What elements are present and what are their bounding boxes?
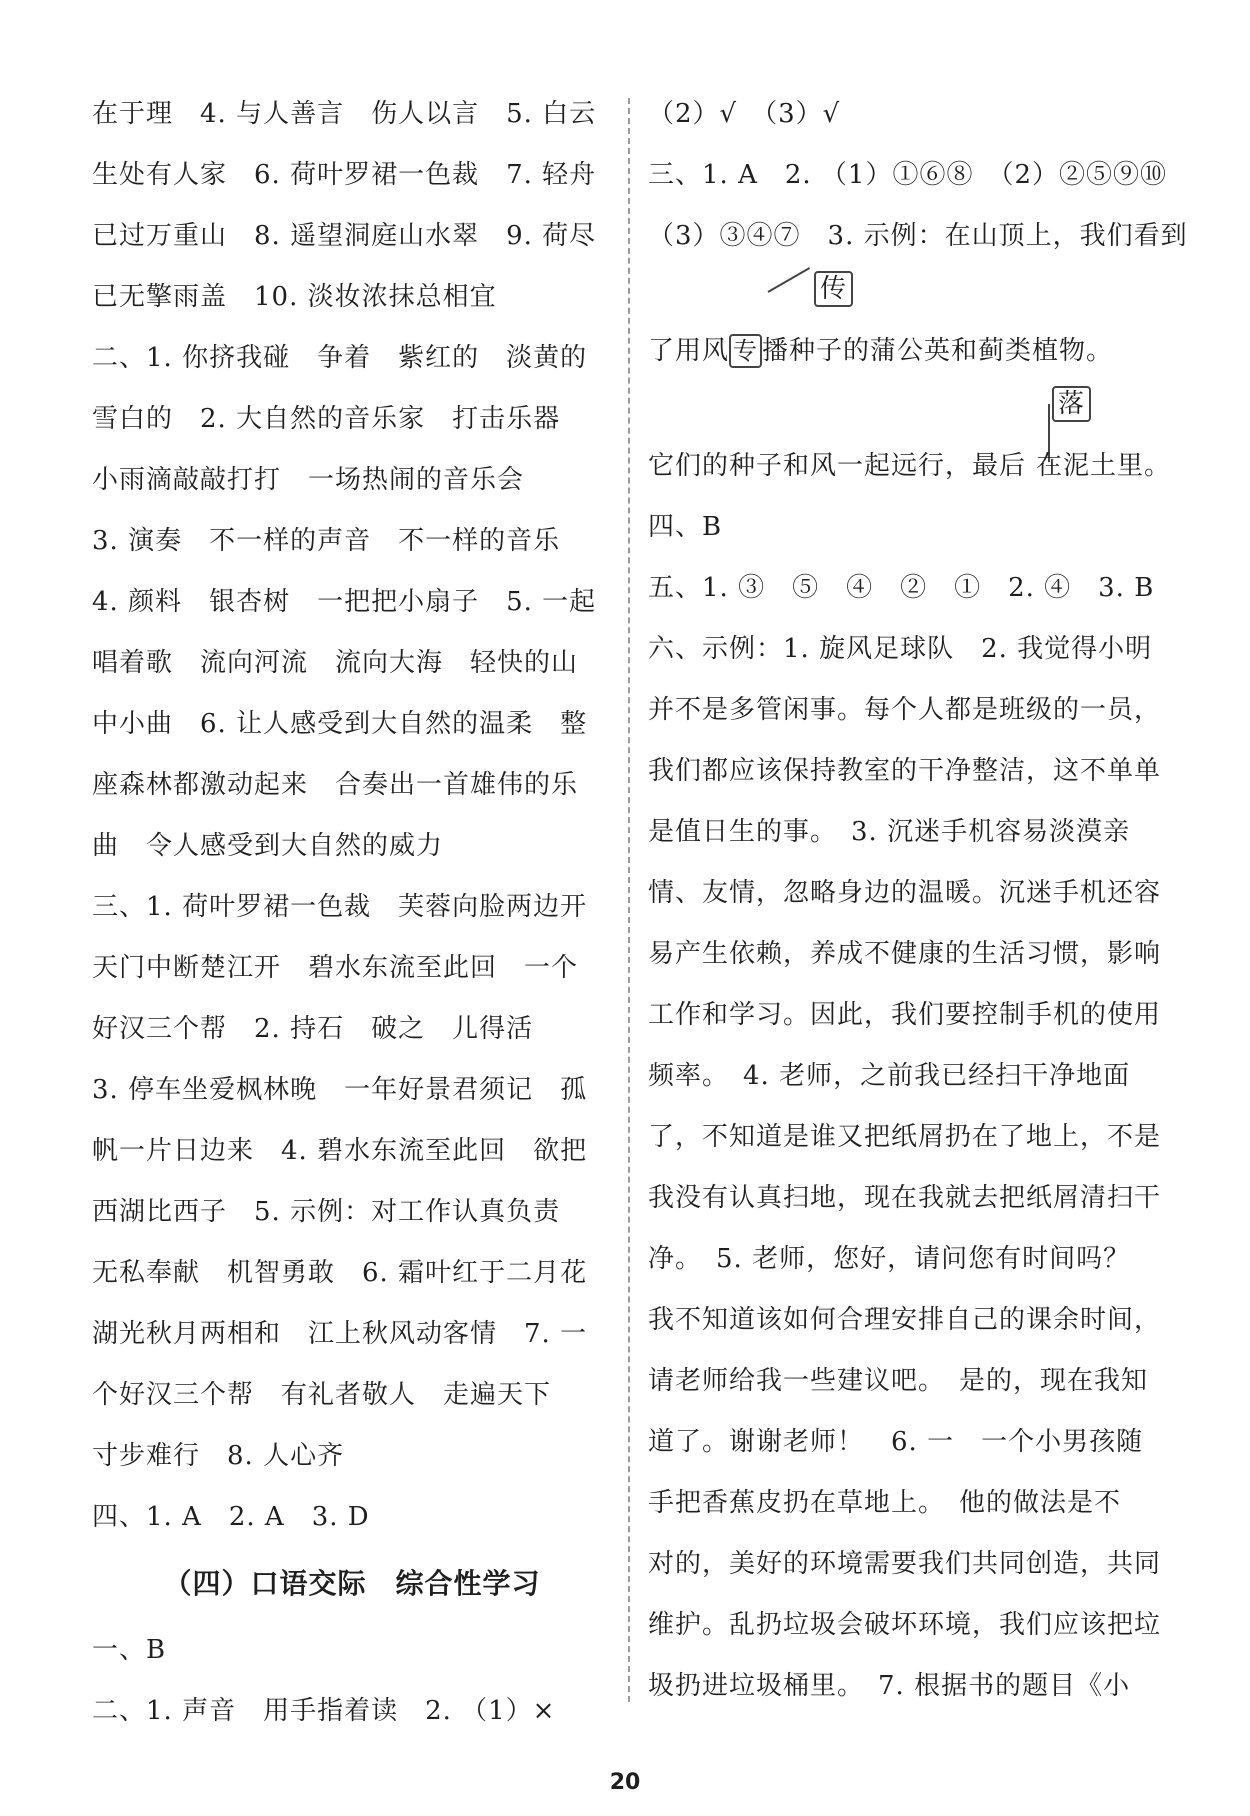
answer-line: 并不是多管闲事。每个人都是班级的一员，: [648, 695, 1162, 725]
edit-sentence-text: [648, 321, 1113, 382]
insertion-mark: 落: [1052, 386, 1091, 422]
answer-line: 工作和学习。因此，我们要控制手机的使用: [648, 1000, 1162, 1030]
answer-line: 四、1. A 2. A 3. D: [92, 1502, 370, 1532]
answer-line: 是值日生的事。 3. 沉迷手机容易淡漠亲: [648, 817, 1131, 847]
edit-text-after: 在泥土里。: [1036, 451, 1172, 481]
correction-pointer: [768, 267, 811, 293]
answer-line: 座森林都激动起来 合奏出一首雄伟的乐: [92, 770, 579, 800]
boxed-character: 专: [729, 334, 762, 368]
answer-line: 西湖比西子 5. 示例：对工作认真负责: [92, 1197, 561, 1227]
answer-line: 一、B: [92, 1635, 167, 1665]
answer-line: 频率。 4. 老师，之前我已经扫干净地面: [648, 1061, 1131, 1091]
answer-line: 了，不知道是谁又把纸屑扔在了地上，不是: [648, 1122, 1162, 1152]
answer-line: 天门中断楚江开 碧水东流至此回 一个: [92, 953, 579, 983]
answer-line: 雪白的 2. 大自然的音乐家 打击乐器: [92, 404, 561, 434]
answer-line: 六、示例：1. 旋风足球队 2. 我觉得小明: [648, 634, 1153, 664]
answer-line: 三、1. 荷叶罗裙一色裁 芙蓉向脸两边开: [92, 892, 588, 922]
answer-line: 生处有人家 6. 荷叶罗裙一色裁 7. 轻舟: [92, 160, 597, 190]
answer-line: 手把香蕉皮扔在草地上。 他的做法是不: [648, 1488, 1122, 1518]
answer-line: 曲 令人感受到大自然的威力: [92, 831, 444, 861]
answer-line: 圾扔进垃圾桶里。 7. 根据书的题目《小: [648, 1671, 1131, 1701]
answer-line: 唱着歌 流向河流 流向大海 轻快的山: [92, 648, 579, 678]
answer-line: 无私奉献 机智勇敢 6. 霜叶红于二月花: [92, 1258, 588, 1288]
edit-text-before: 了用风: [648, 336, 730, 366]
answer-line: 寸步难行 8. 人心齐: [92, 1441, 345, 1471]
edit-sentence-1: [648, 267, 1168, 382]
answer-line: 二、1. 你挤我碰 争着 紫红的 淡黄的: [92, 343, 588, 373]
edit-text-before: 它们的种子和风一起远行，最后: [648, 451, 1027, 481]
right-column: [648, 84, 1188, 1717]
answer-line: 好汉三个帮 2. 持石 破之 儿得活: [92, 1014, 534, 1044]
answer-line: 五、1. ③ ⑤ ④ ② ① 2. ④ 3. B: [648, 573, 1155, 603]
answer-line: 湖光秋月两相和 江上秋风动客情 7. 一: [92, 1319, 588, 1349]
left-column: [92, 84, 612, 1742]
section-heading: （四）口语交际 综合性学习: [163, 1567, 541, 1600]
edit-text-after: 播种子的蒲公英和蓟类植物。: [762, 336, 1114, 366]
answer-line: 中小曲 6. 让人感受到大自然的温柔 整: [92, 709, 588, 739]
answer-line: 个好汉三个帮 有礼者敬人 走遍天下: [92, 1380, 552, 1410]
answer-line: 3. 停车坐爱枫林晚 一年好景君须记 孤: [92, 1075, 588, 1105]
answer-line: 已过万重山 8. 遥望洞庭山水翠 9. 荷尽: [92, 221, 597, 251]
answer-line: 三、1. A 2. （1）①⑥⑧ （2）②⑤⑨⑩: [648, 160, 1168, 190]
answer-line: 情、友情，忽略身边的温暖。沉迷手机还容: [648, 878, 1162, 908]
answer-line: 帆一片日边来 4. 碧水东流至此回 欲把: [92, 1136, 588, 1166]
answer-line: 我们都应该保持教室的干净整洁，这不单单: [648, 756, 1162, 786]
edit-sentence-2: [648, 382, 1172, 497]
answer-line: 3. 演奏 不一样的声音 不一样的音乐: [92, 526, 561, 556]
answer-line: 易产生依赖，养成不健康的生活习惯，影响: [648, 939, 1162, 969]
answer-line: 我不知道该如何合理安排自己的课余时间，: [648, 1305, 1162, 1335]
answer-line: 在于理 4. 与人善言 伤人以言 5. 白云: [92, 99, 597, 129]
answer-line: 小雨滴敲敲打打 一场热闹的音乐会: [92, 465, 525, 495]
answer-line: 对的，美好的环境需要我们共同创造，共同: [648, 1549, 1162, 1579]
answer-line: （2）√ （3）√: [648, 99, 841, 129]
page-number: 20: [609, 1770, 641, 1795]
edit-sentence-text: [648, 436, 1171, 497]
column-divider: [628, 98, 630, 1702]
answer-line: 4. 颜料 银杏树 一把把小扇子 5. 一起: [92, 587, 597, 617]
answer-line: （3）③④⑦ 3. 示例：在山顶上，我们看到: [648, 221, 1188, 251]
correction-mark: 传: [814, 271, 853, 307]
answer-line: 道了。谢谢老师！ 6. 一 一个小男孩随: [648, 1427, 1144, 1457]
answer-line: 维护。乱扔垃圾会破坏环境，我们应该把垃: [648, 1610, 1162, 1640]
answer-line: 我没有认真扫地，现在我就去把纸屑清扫干: [648, 1183, 1162, 1213]
answer-line: 四、B: [648, 512, 723, 542]
answer-line: 已无擎雨盖 10. 淡妆浓抹总相宜: [92, 282, 497, 312]
answer-line: 净。 5. 老师，您好，请问您有时间吗？: [648, 1244, 1131, 1274]
answer-line: 请老师给我一些建议吧。 是的，现在我知: [648, 1366, 1149, 1396]
answer-line: 二、1. 声音 用手指着读 2. （1）×: [92, 1696, 556, 1726]
